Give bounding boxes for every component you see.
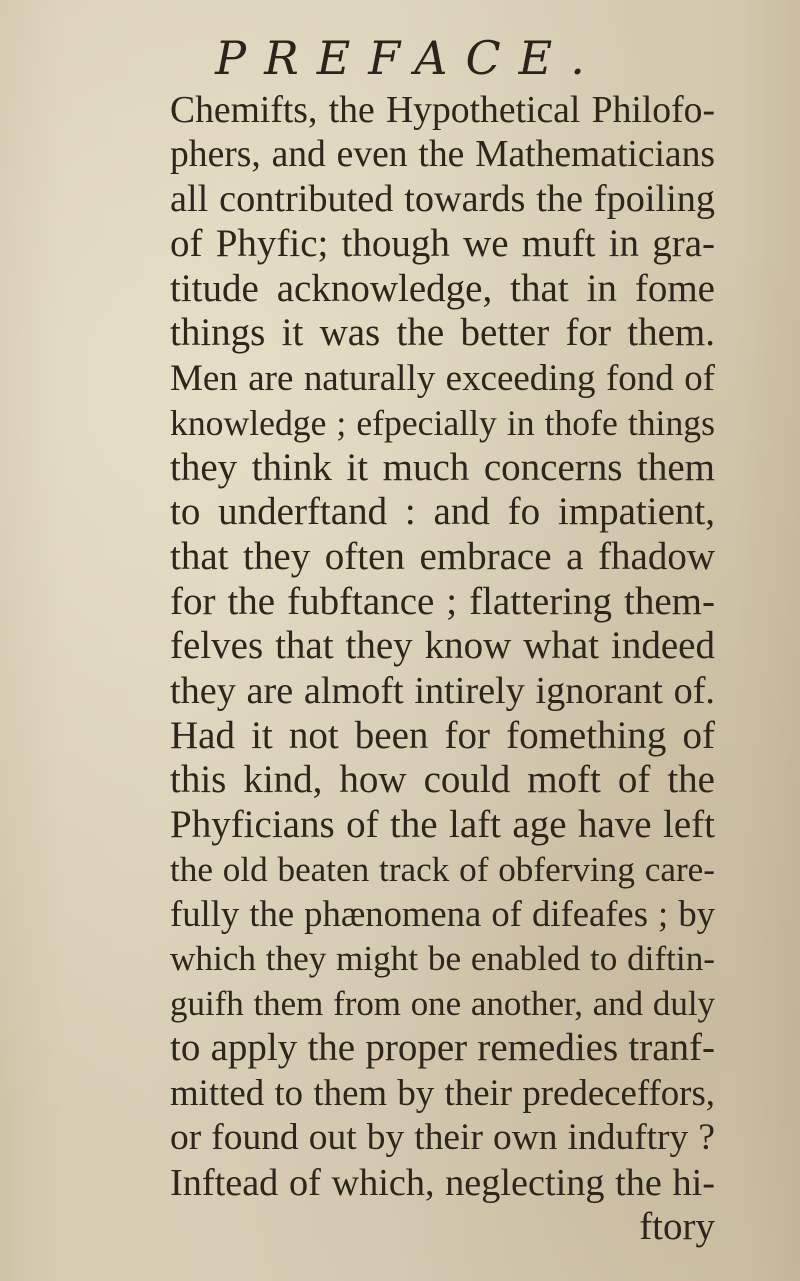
text-line: knowledge ; efpecially in thofe things — [170, 402, 715, 443]
text-line: of Phyfic; though we muft in gra- — [170, 222, 715, 266]
text-line: Chemifts, the Hypothetical Philofo- — [170, 89, 715, 131]
text-line: to underftand : and fo impatient, — [170, 490, 715, 534]
text-line: or found out by their own induftry ? — [170, 1116, 715, 1158]
text-line: felves that they know what indeed — [170, 624, 715, 668]
text-line: Phyficians of the laft age have left — [170, 803, 715, 846]
text-line: the old beaten track of obferving care- — [170, 849, 715, 889]
text-line: this kind, how could moft of the — [170, 758, 715, 802]
catchword: ftory — [639, 1205, 715, 1249]
body-text — [170, 88, 715, 1250]
text-line: Inftead of which, neglecting the hi- — [170, 1161, 715, 1204]
text-line: they think it much concerns them — [170, 445, 715, 489]
text-line: to apply the proper remedies tranf- — [170, 1026, 715, 1070]
running-head: PREFACE. — [215, 31, 603, 85]
text-line: for the fubftance ; flattering them- — [170, 579, 715, 623]
text-line: which they might be enabled to diftin- — [170, 939, 715, 979]
text-line: all contributed towards the fpoiling — [170, 178, 715, 221]
text-line: mitted to them by their predeceffors, — [170, 1072, 715, 1114]
text-line: they are almoft intirely ignorant of. — [170, 669, 715, 712]
text-line: that they often embrace a fhadow — [170, 534, 715, 578]
text-line: Had it not been for fomething of — [170, 713, 715, 757]
text-line: phers, and even the Mathematicians — [170, 133, 715, 175]
text-line: Men are naturally exceeding fond of — [170, 357, 715, 399]
text-line: titude acknowledge, that in fome — [170, 266, 715, 310]
text-line: things it was the better for them. — [170, 311, 715, 355]
text-line: guifh them from one another, and duly — [170, 983, 715, 1023]
text-line: fully the phænomena of difeafes ; by — [170, 893, 715, 935]
